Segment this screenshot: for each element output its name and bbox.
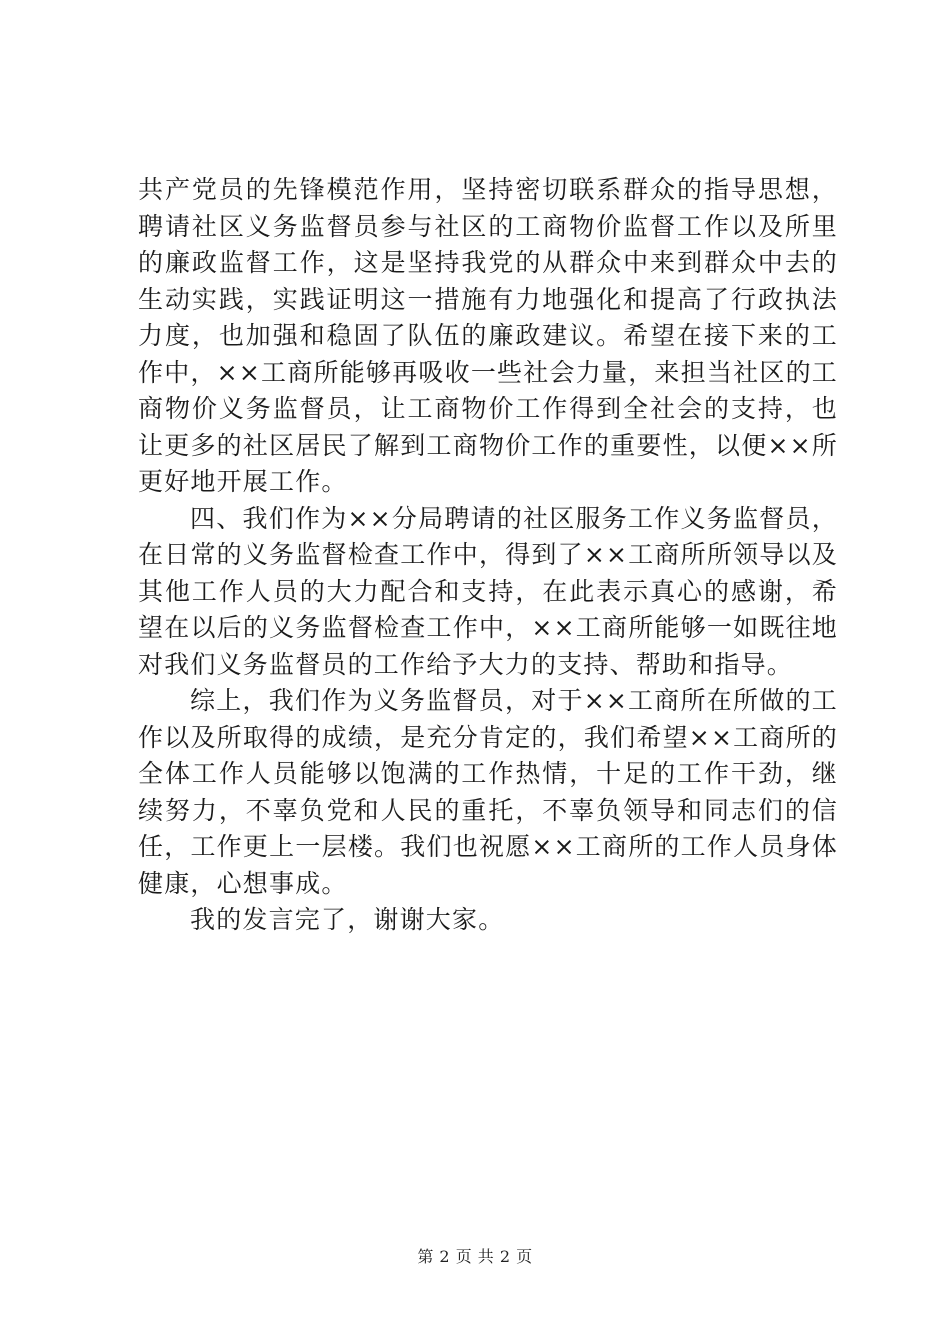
paragraph-summary: 综上，我们作为义务监督员，对于××工商所在所做的工作以及所取得的成绩，是充分肯定的，我们希望××工商所的全体工作人员能够以饱满的工作热情，十足的工作干劲，继续努力，不辜负党和人民的重托，不辜负领导和同志们的信任，工作更上一层楼。我们也祝愿××工商所的工作人员身体健康，心想事成。 bbox=[138, 686, 838, 898]
document-body bbox=[138, 172, 838, 939]
paragraph-section-four: 四、我们作为××分局聘请的社区服务工作义务监督员，在日常的义务监督检查工作中，得到了××工商所所领导以及其他工作人员的大力配合和支持，在此表示真心的感谢，希望在以后的义务监督检查工作中，××工商所能够一如既往地对我们义务监督员的工作给予大力的支持、帮助和指导。 bbox=[138, 503, 838, 679]
paragraph-closing: 我的发言完了，谢谢大家。 bbox=[190, 905, 505, 934]
paragraph-continuation: 共产党员的先锋模范作用，坚持密切联系群众的指导思想，聘请社区义务监督员参与社区的工商物价监督工作以及所里的廉政监督工作，这是坚持我党的从群众中来到群众中去的生动实践，实践证明这一措施有力地强化和提高了行政执法力度，也加强和稳固了队伍的廉政建议。希望在接下来的工作中，××工商所能够再吸收一些社会力量，来担当社区的工商物价义务监督员，让工商物价工作得到全社会的支持，也让更多的社区居民了解到工商物价工作的重要性，以便××所更好地开展工作。 bbox=[138, 175, 838, 496]
page-number-footer: 第 2 页 共 2 页 bbox=[417, 1247, 533, 1266]
